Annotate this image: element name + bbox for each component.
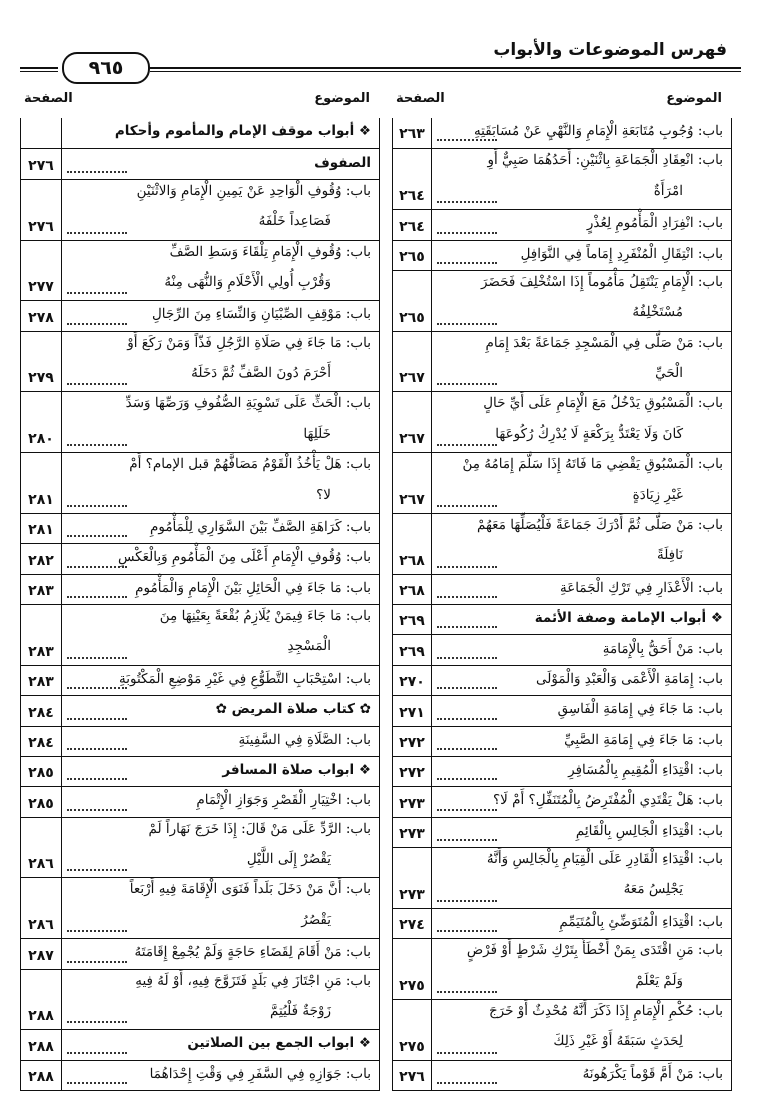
page-reference: ٢٨٧ — [28, 947, 54, 964]
section-heading-row — [21, 148, 379, 179]
index-entry — [393, 847, 731, 909]
leader-dots — [437, 201, 497, 203]
leader-dots — [437, 687, 497, 689]
leader-dots — [67, 1021, 127, 1023]
page-reference: ٢٧٠ — [399, 674, 425, 691]
leader-dots — [437, 566, 497, 568]
index-entry — [393, 513, 731, 575]
section-heading-row — [21, 756, 379, 787]
page-reference: ٢٦٣ — [399, 126, 425, 143]
index-entry — [21, 817, 379, 879]
index-entry — [393, 817, 731, 848]
section-heading-row — [21, 1029, 379, 1060]
leader-dots — [437, 626, 497, 628]
entry-title: باب: الْأَعْذَارِ فِي تَرْكِ الْجَمَاعَةِ — [560, 579, 723, 596]
entry-title: باب: اقْتِدَاءِ الْمُتَوَضِّئِ بِالْمُتَيَمِّمِ — [559, 913, 723, 930]
page-reference: ٢٧٥ — [399, 1038, 425, 1055]
entry-title-continued: يَقْصُرُ — [301, 911, 331, 928]
leader-dots — [437, 505, 497, 507]
entry-title: باب: اخْتِيَارِ الْقَصْرِ وَجَوَازِ الْإِتْمَامِ — [196, 792, 371, 809]
entry-title: باب: كَرَاهَةِ الصَّفِّ بَيْنَ السَّوَارِي لِلْمَأْمُومِ — [149, 519, 371, 536]
index-entry — [393, 756, 731, 787]
page-reference: ٢٨٨ — [28, 1038, 54, 1055]
entry-title: باب: اقْتِدَاءِ الْقَادِرِ عَلَى الْقِيَامِ بِالْجَالِسِ وَأَنَّهُ — [486, 851, 723, 867]
page-reference: ٢٨١ — [28, 522, 54, 539]
entry-title: باب: مَنْ صَلَّى ثُمَّ أَدْرَكَ جَمَاعَةً فَلْيُصَلِّهَا مَعَهُمْ — [476, 516, 723, 533]
index-entry — [21, 543, 379, 574]
index-entry — [21, 331, 379, 393]
index-entry — [393, 148, 731, 210]
entry-title-continued: الْحَيِّ — [655, 365, 683, 381]
leader-dots — [437, 991, 497, 993]
index-entry — [21, 1060, 379, 1091]
index-entry — [393, 270, 731, 332]
section-title: ❖ ابواب الجمع بين الصلاتين — [187, 1035, 371, 1052]
entry-title: باب: مَنْ أَقَامَ لِقَضَاءِ حَاجَةٍ وَلَمْ يُجْمِعْ إِقَامَتَهُ — [134, 944, 371, 961]
entry-title-continued: زَوْجَةٌ فَلْيُتِمَّ — [270, 1002, 331, 1019]
page-reference: ٢٧٣ — [399, 826, 425, 842]
entry-title: باب: مَا جَاءَ فِي الْحَائِلِ بَيْنَ الْإِمَامِ وَالْمَأْمُومِ — [135, 579, 371, 596]
page-reference: ٢٨٠ — [28, 431, 54, 448]
leader-dots — [67, 657, 127, 659]
page-reference: ٢٦٧ — [399, 491, 425, 508]
leader-dots — [67, 718, 127, 720]
leader-dots — [67, 687, 127, 689]
page-reference: ٢٦٩ — [399, 613, 425, 630]
index-entry — [21, 574, 379, 605]
topic-header: الموضوع — [666, 91, 722, 106]
page-reference: ٢٦٤ — [399, 218, 425, 235]
index-entry — [393, 726, 731, 757]
entry-title: باب: مَنِ اجْتَازَ فِي بَلَدٍ فَتَزَوَّجَ فِيهِ، أَوْ لَهُ فِيهِ — [135, 972, 371, 989]
entry-title: باب: الْمَسْبُوقِ يَدْخُلُ مَعَ الْإِمَامِ عَلَى أَيِّ حَالٍ — [483, 395, 723, 412]
entry-title-continued: مُسْتَخْلِفُهُ — [632, 304, 683, 321]
index-entry — [393, 391, 731, 453]
page-reference: ٢٦٥ — [399, 248, 425, 265]
index-entry — [21, 513, 379, 544]
leader-dots — [67, 1082, 127, 1084]
index-entry — [393, 634, 731, 665]
entry-title-continued: لِحَدَثٍ سَبَقَهُ أَوْ غَيْرِ ذَلِكَ — [553, 1033, 683, 1050]
entry-title: باب: وُقُوفِ الْإِمَامِ أَعْلَى مِنَ الْمَأْمُومِ وَبِالْعَكْسِ — [117, 549, 371, 566]
leader-dots — [67, 1052, 127, 1054]
index-entry — [21, 240, 379, 302]
page-reference: ٢٧٥ — [399, 977, 425, 994]
index-entry — [21, 300, 379, 331]
entry-title: باب: مَنْ صَلَّى فِي الْمَسْجِدِ جَمَاعَةً بَعْدَ إِمَامِ — [485, 334, 723, 351]
index-entry — [21, 938, 379, 969]
page-reference: ٢٦٤ — [399, 188, 425, 205]
leader-dots — [67, 232, 127, 234]
entry-title-continued: وَقُرْبِ أُولِي الْأَحْلَامِ وَالنُّهَى مِنْهُ — [164, 273, 331, 290]
entry-title: باب: الْحَثِّ عَلَى تَسْوِيَةِ الصُّفُوفِ وَرَصِّهَا وَسَدِّ — [125, 395, 371, 412]
index-entry — [21, 786, 379, 817]
entry-title-continued: وَلَمْ يَعْلَمْ — [635, 972, 683, 989]
page-reference: ٢٨٣ — [28, 583, 54, 599]
section-title: الصفوف — [314, 154, 371, 171]
section-title: ❖ أبواب الإمامة وصفة الأئمة — [534, 610, 723, 627]
topic-header: الموضوع — [314, 91, 370, 106]
page-reference: ٢٦٩ — [399, 643, 425, 660]
leader-dots — [437, 323, 497, 325]
leader-dots — [437, 139, 497, 141]
index-entry — [393, 331, 731, 393]
page-reference: ٢٨٥ — [28, 765, 54, 782]
page-reference: ٢٦٥ — [399, 309, 425, 326]
right-column — [392, 118, 732, 1091]
entry-title-continued: امْرَأَةٌ — [653, 182, 683, 199]
entry-title: باب: مَا جَاءَ فِي إِمَامَةِ الصَّبِيِّ — [564, 731, 723, 748]
leader-dots — [437, 809, 497, 811]
entry-title-continued: فَصَاعِداً خَلْفَهُ — [258, 213, 331, 230]
page-reference: ٢٧٦ — [28, 157, 54, 174]
entry-title-continued: يَجْلِسُ مَعَهُ — [623, 881, 683, 898]
entry-title: باب: مَا جَاءَ فِي صَلَاةِ الرَّجُلِ فَذّاً وَمَنْ رَكَعَ أَوْ — [127, 334, 371, 351]
page-reference: ٢٨٨ — [28, 1008, 54, 1025]
entry-title: باب: جَوَازِهِ فِي السَّفَرِ فِي وَقْتِ إِحْدَاهُمَا — [149, 1065, 371, 1082]
left-column — [20, 118, 380, 1091]
page-reference: ٢٧٢ — [399, 734, 425, 751]
page-reference: ٢٧٦ — [399, 1069, 425, 1085]
leader-dots — [437, 232, 497, 234]
index-entry — [393, 1060, 731, 1091]
leader-dots — [67, 383, 127, 385]
index-entry — [393, 240, 731, 271]
index-entry — [393, 786, 731, 817]
page-reference: ٢٦٨ — [399, 583, 425, 599]
index-entry — [393, 908, 731, 939]
entry-title-continued: نَافِلَةً — [656, 547, 683, 564]
entry-title: باب: أَنَّ مَنْ دَخَلَ بَلَداً فَنَوَى الْإِقَامَةَ فِيهِ أَرْبَعاً — [129, 881, 371, 898]
entry-title: باب: مَنْ أَمَّ قَوْماً يَكْرَهُونَهُ — [582, 1065, 723, 1082]
header-title: فهرس الموضوعات والأبواب — [493, 40, 727, 60]
page-reference: ٢٨١ — [28, 491, 54, 508]
index-entry — [393, 938, 731, 1000]
index-entry — [21, 665, 379, 696]
leader-dots — [67, 778, 127, 780]
entry-title: باب: وُجُوبِ مُتَابَعَةِ الْإِمَامِ وَالنَّهْيِ عَنْ مُسَابَقَتِهِ — [473, 123, 723, 140]
page-reference: ٢٧٢ — [399, 765, 425, 782]
index-entry — [393, 695, 731, 726]
entry-title: باب: مَا جَاءَ فِي إِمَامَةِ الْفَاسِقِ — [557, 701, 723, 718]
index-entry — [21, 969, 379, 1031]
page-reference: ٢٨٣ — [28, 674, 54, 691]
page-reference: ٢٧٣ — [399, 795, 425, 812]
page-reference: ٢٦٧ — [399, 431, 425, 448]
entry-title: باب: إِمَامَةِ الْأَعْمَى وَالْعَبْدِ وَالْمَوْلَى — [535, 670, 723, 687]
index-entry — [393, 574, 731, 605]
header-rule-left — [20, 67, 58, 72]
page-reference: ٢٧٦ — [28, 218, 54, 235]
leader-dots — [67, 323, 127, 325]
entry-title: باب: اقْتِدَاءِ الْجَالِسِ بِالْقَائِمِ — [575, 822, 723, 839]
page-reference: ٢٨٣ — [28, 643, 54, 660]
header-rule — [150, 67, 741, 72]
index-entry — [21, 179, 379, 241]
leader-dots — [437, 383, 497, 385]
section-heading-row — [21, 695, 379, 726]
page-header: الصفحة — [396, 91, 445, 106]
page-reference: ٢٧٧ — [28, 279, 54, 296]
leader-dots — [437, 839, 497, 841]
leader-dots — [67, 171, 127, 173]
leader-dots — [437, 748, 497, 750]
page-reference: ٢٨٦ — [28, 856, 54, 873]
page-reference: ٢٨٢ — [28, 552, 54, 569]
leader-dots — [67, 505, 127, 507]
entry-title-continued: يَقْصُرْ إِلَى اللَّيْلِ — [246, 851, 331, 867]
index-entry — [393, 209, 731, 240]
leader-dots — [67, 748, 127, 750]
entry-title: باب: الصَّلَاةِ فِي السَّفِينَةِ — [238, 731, 371, 748]
page-reference: ٢٧١ — [399, 704, 425, 721]
entry-title: باب: اسْتِحْبَابِ التَّطَوُّعِ فِي غَيْرِ مَوْضِعِ الْمَكْتُوبَةِ — [119, 670, 371, 687]
entry-title: باب: الرَّدِّ عَلَى مَنْ قَالَ: إِذَا خَرَجَ نَهَاراً لَمْ — [148, 820, 371, 837]
leader-dots — [437, 657, 497, 659]
entry-title: باب: مَنِ اقْتَدَى بِمَنْ أَخْطَأَ بِتَرْكِ شَرْطٍ أَوْ فَرْضٍ — [466, 942, 723, 959]
entry-title-continued: الْمَسْجِدِ — [287, 638, 331, 655]
index-entry — [21, 877, 379, 939]
index-entry — [21, 452, 379, 514]
page-reference: ٢٧٩ — [28, 370, 54, 387]
page-reference: ٢٧٣ — [399, 886, 425, 903]
entry-title: باب: مَنْ أَحَقُّ بِالْإِمَامَةِ — [602, 640, 723, 657]
page-header: الصفحة — [24, 91, 73, 106]
entry-title-continued: أَحْرَمَ دُونَ الصَّفِّ ثُمَّ دَخَلَهُ — [191, 365, 331, 381]
page-reference: ٢٨٥ — [28, 795, 54, 812]
leader-dots — [67, 930, 127, 932]
page-reference: ٢٨٤ — [28, 704, 54, 721]
leader-dots — [67, 444, 127, 446]
leader-dots — [67, 292, 127, 294]
leader-dots — [437, 1082, 497, 1084]
entry-title: باب: حُكْمِ الْإِمَامِ إِذَا ذَكَرَ أَنَّهُ مُحْدِثٌ أَوْ خَرَجَ — [488, 1002, 723, 1019]
leader-dots — [67, 809, 127, 811]
entry-title: باب: اقْتِدَاءِ الْمُقِيمِ بِالْمُسَافِرِ — [568, 762, 723, 779]
leader-dots — [437, 596, 497, 598]
entry-title-continued: لا؟ — [316, 486, 331, 503]
page-reference: ٢٦٧ — [399, 370, 425, 387]
entry-title-continued: كَانَ وَلَا يَعْتَدُّ بِرَكْعَةٍ لَا يُدْرِكُ رُكُوعَهَا — [495, 425, 683, 442]
entry-title: باب: مَا جَاءَ فِيمَنْ يُلَازِمُ بُقْعَةً بِعَيْنِهَا مِنَ — [159, 608, 371, 624]
leader-dots — [437, 1052, 497, 1054]
index-entry — [393, 118, 731, 148]
leader-dots — [437, 930, 497, 932]
leader-dots — [437, 262, 497, 264]
page-reference: ٢٨٦ — [28, 917, 54, 934]
leader-dots — [67, 535, 127, 537]
section-title: ✿ كتاب صلاة المريض ✿ — [215, 701, 371, 718]
leader-dots — [437, 444, 497, 446]
entry-title: باب: وُقُوفِ الْإِمَامِ تِلْقَاءَ وَسَطِ الصَّفِّ — [169, 243, 371, 260]
entry-title-continued: خَلَلِهَا — [303, 425, 331, 442]
entry-title: باب: الْإِمَامِ يَنْتَقِلُ مَأْمُوماً إِذَا اسْتُخْلِفَ فَحَضَرَ — [480, 273, 723, 290]
leader-dots — [67, 596, 127, 598]
section-heading-row — [393, 604, 731, 635]
leader-dots — [437, 778, 497, 780]
entry-title: باب: الْمَسْبُوقِ يَقْضِي مَا فَاتَهُ إِذَا سَلَّمَ إِمَامُهُ مِنْ — [462, 456, 723, 473]
page-number: ٩٦٥ — [62, 52, 150, 84]
section-title: ❖ ابواب صلاة المسافر — [222, 762, 371, 779]
page-reference: ٢٦٨ — [399, 552, 425, 569]
entry-title: باب: انْتِقَالِ الْمُنْفَرِدِ إِمَاماً فِي النَّوَافِلِ — [520, 245, 723, 262]
index-entry — [21, 726, 379, 757]
page-reference: ٢٧٤ — [399, 917, 425, 934]
right-column-header — [392, 87, 730, 113]
section-heading-row — [21, 118, 379, 148]
page-reference: ٢٧٨ — [28, 309, 54, 326]
page-reference: ٢٨٤ — [28, 734, 54, 751]
leader-dots — [437, 900, 497, 902]
entry-title-continued: غَيْرِ زِيَادَةٍ — [632, 486, 683, 503]
index-entry — [21, 604, 379, 666]
entry-title: باب: انْفِرَادِ الْمَأْمُومِ لِعُذْرٍ — [586, 215, 723, 232]
leader-dots — [67, 869, 127, 871]
left-column-header — [20, 87, 378, 113]
index-entry — [393, 999, 731, 1061]
index-entry — [393, 665, 731, 696]
entry-title: باب: مَوْقِفِ الصِّبْيَانِ وَالنِّسَاءِ مِنَ الرِّجَالِ — [151, 306, 371, 323]
leader-dots — [67, 961, 127, 963]
entry-title: باب: انْعِقَادِ الْجَمَاعَةِ بِاثْنَيْنِ: أَحَدُهُمَا صَبِيٌّ أَوِ — [487, 152, 723, 169]
leader-dots — [67, 566, 127, 568]
index-entry — [393, 452, 731, 514]
entry-title: باب: هَلْ يَقْتَدِي الْمُفْتَرِضُ بِالْمُتَنَفِّلِ؟ أَمْ لَا؟ — [492, 792, 723, 809]
entry-title: باب: هَلْ يَأْخُذُ الْقَوْمُ مَصَافَّهُمْ قبل الإمام؟ أَمْ — [129, 456, 371, 473]
section-title: ❖ أبواب موقف الإمام والمأموم وأحكام — [114, 123, 371, 140]
index-entry — [21, 391, 379, 453]
entry-title: باب: وُقُوفِ الْوَاحِدِ عَنْ يَمِينِ الْإِمَامِ وَالاثْنَيْنِ — [136, 182, 371, 199]
page-reference: ٢٨٨ — [28, 1069, 54, 1085]
leader-dots — [437, 718, 497, 720]
